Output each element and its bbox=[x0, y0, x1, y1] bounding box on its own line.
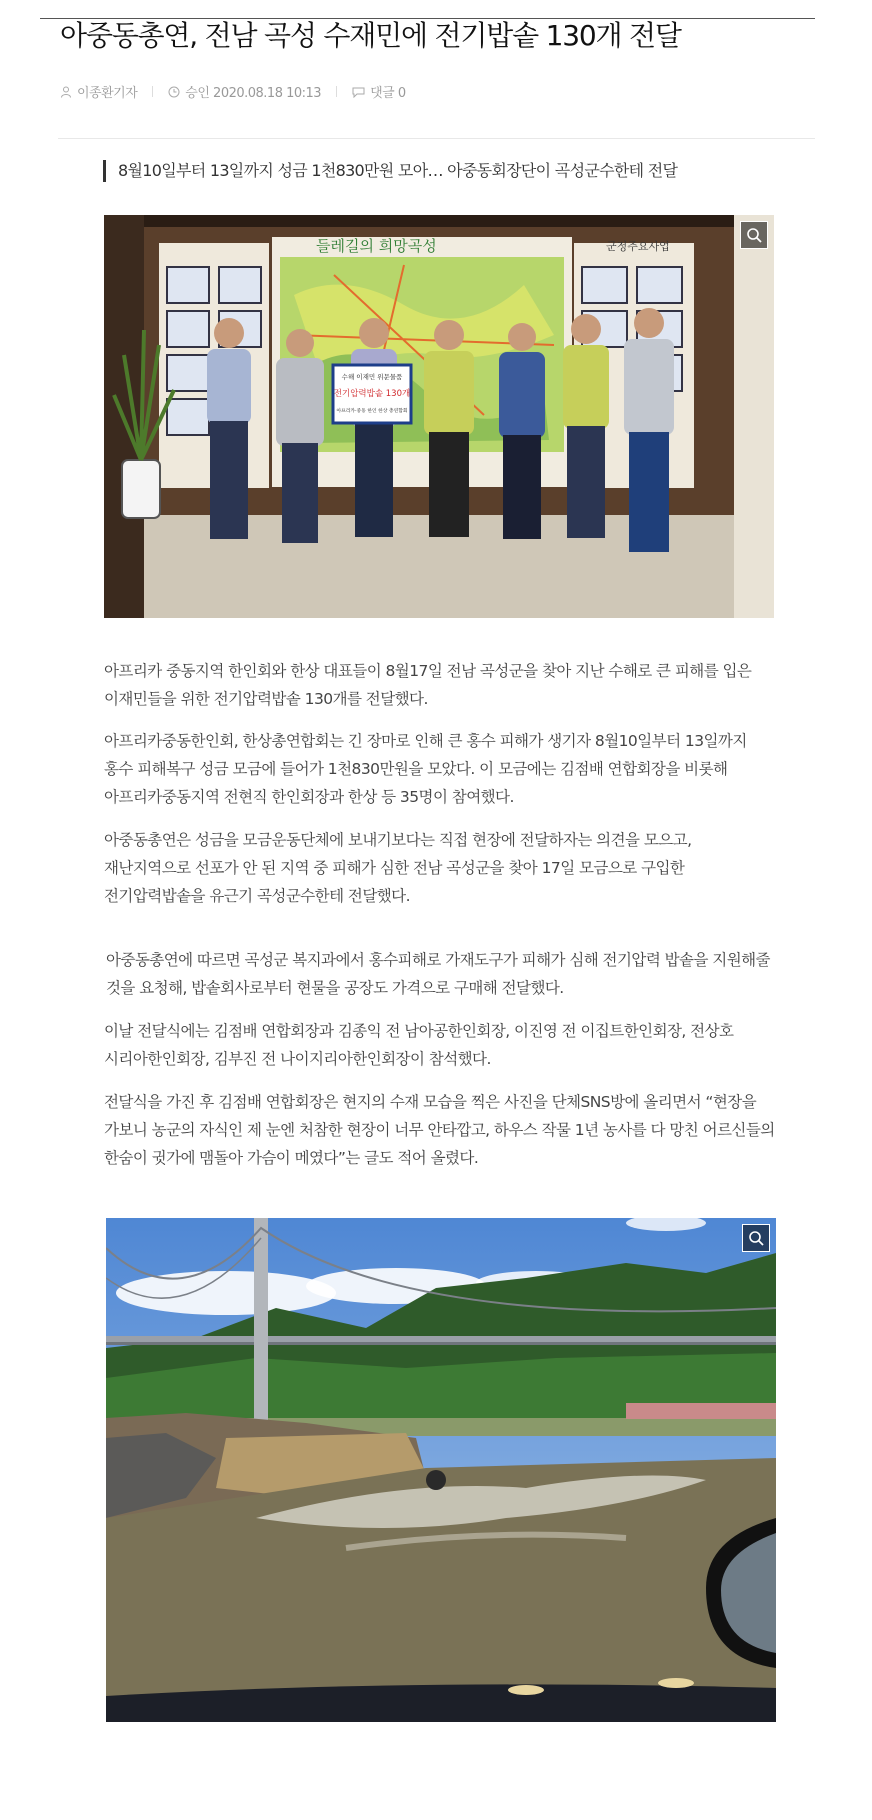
board-line-3: 아프리카·중동 한인 한상 총연합회 bbox=[336, 409, 408, 414]
meta-separator bbox=[336, 86, 337, 97]
article-subtitle: 8월10일부터 13일까지 성금 1천830만원 모아… 아중동회장단이 곡성군수한테 전달 bbox=[103, 160, 677, 182]
flood-photo-scene bbox=[106, 1218, 776, 1722]
author-name: 이종환기자 bbox=[77, 86, 138, 101]
zoom-button[interactable] bbox=[742, 1224, 770, 1252]
article-paragraph: 이날 전달식에는 김점배 연합회장과 김종익 전 남아공한인회장, 이진영 전 이집트한인회장, 전상호 시리아한인회장, 김부진 전 나이지리아한인회장이 참석했다. bbox=[104, 1022, 734, 1068]
publish-date: 승인 2020.08.18 10:13 bbox=[185, 86, 322, 101]
article-meta bbox=[60, 82, 406, 101]
author-info bbox=[60, 82, 137, 101]
article-paragraph: 아프리카 중동지역 한인회와 한상 대표들이 8월17일 전남 곡성군을 찾아 지난 수해로 큰 피해를 입은 이재민들을 위한 전기압력밥솥 130개를 전달했다. bbox=[104, 662, 752, 708]
magnifier-icon bbox=[746, 227, 762, 243]
article-paragraph: 아중동총연은 성금을 모금운동단체에 보내기보다는 직접 현장에 전달하자는 의견을 모으고, 재난지역으로 선포가 안 된 지역 중 피해가 심한 전남 곡성군을 찾아 17일 모금으로 구입한 전기압력밥솥을 유근기 곡성군수한테 전달했다. bbox=[104, 831, 692, 905]
board-line-2: 전기압력밥솥 130개 bbox=[333, 389, 411, 399]
article-paragraph: 아중동총연에 따르면 곡성군 복지과에서 홍수피해로 가재도구가 피해가 심해 전기압력 밥솥을 지원해줄 것을 요청해, 밥솥회사로부터 현물을 공장도 가격으로 구매해 전달했다. bbox=[106, 951, 770, 997]
date-info bbox=[168, 82, 321, 101]
ceremony-photo-scene bbox=[104, 215, 774, 618]
board-line-1: 수해 이재민 위문물품 bbox=[341, 373, 403, 381]
speech-bubble-icon bbox=[352, 86, 365, 98]
sign-top-text: 들레길의 희망곡성 bbox=[316, 237, 437, 255]
comment-count: 댓글 0 bbox=[370, 86, 406, 101]
ceremony-photo[interactable] bbox=[104, 215, 774, 618]
zoom-button[interactable] bbox=[740, 221, 768, 249]
meta-divider bbox=[58, 138, 815, 139]
article-paragraph: 전달식을 가진 후 김점배 연합회장은 현지의 수재 모습을 찍은 사진을 단체SNS방에 올리면서 “현장을 가보니 농군의 자식인 제 눈엔 처참한 현장이 너무 안타깝고, 하우스 작물 1년 농사를 다 망친 어르신들의 한숨이 귓가에 맴돌아 가슴이 메였다”는 글도 적어 올렸다. bbox=[104, 1093, 775, 1167]
meta-separator bbox=[152, 86, 153, 97]
magnifier-icon bbox=[748, 1230, 764, 1246]
comments-link[interactable] bbox=[352, 82, 406, 101]
article-headline: 아중동총연, 전남 곡성 수재민에 전기밥솥 130개 전달 bbox=[60, 19, 681, 52]
user-icon bbox=[60, 86, 72, 98]
sign-right-text: 군정주요사업 bbox=[606, 240, 670, 253]
article-paragraph: 아프리카중동한인회, 한상총연합회는 긴 장마로 인해 큰 홍수 피해가 생기자 8월10일부터 13일까지 홍수 피해복구 성금 모금에 들어가 1천830만원을 모았다. 이 모금에는 김점배 연합회장을 비롯해 아프리카중동지역 전현직 한인회장과 한상 등 35명이 참여했다. bbox=[104, 732, 747, 806]
clock-icon bbox=[168, 86, 180, 98]
flood-photo[interactable] bbox=[106, 1218, 776, 1722]
